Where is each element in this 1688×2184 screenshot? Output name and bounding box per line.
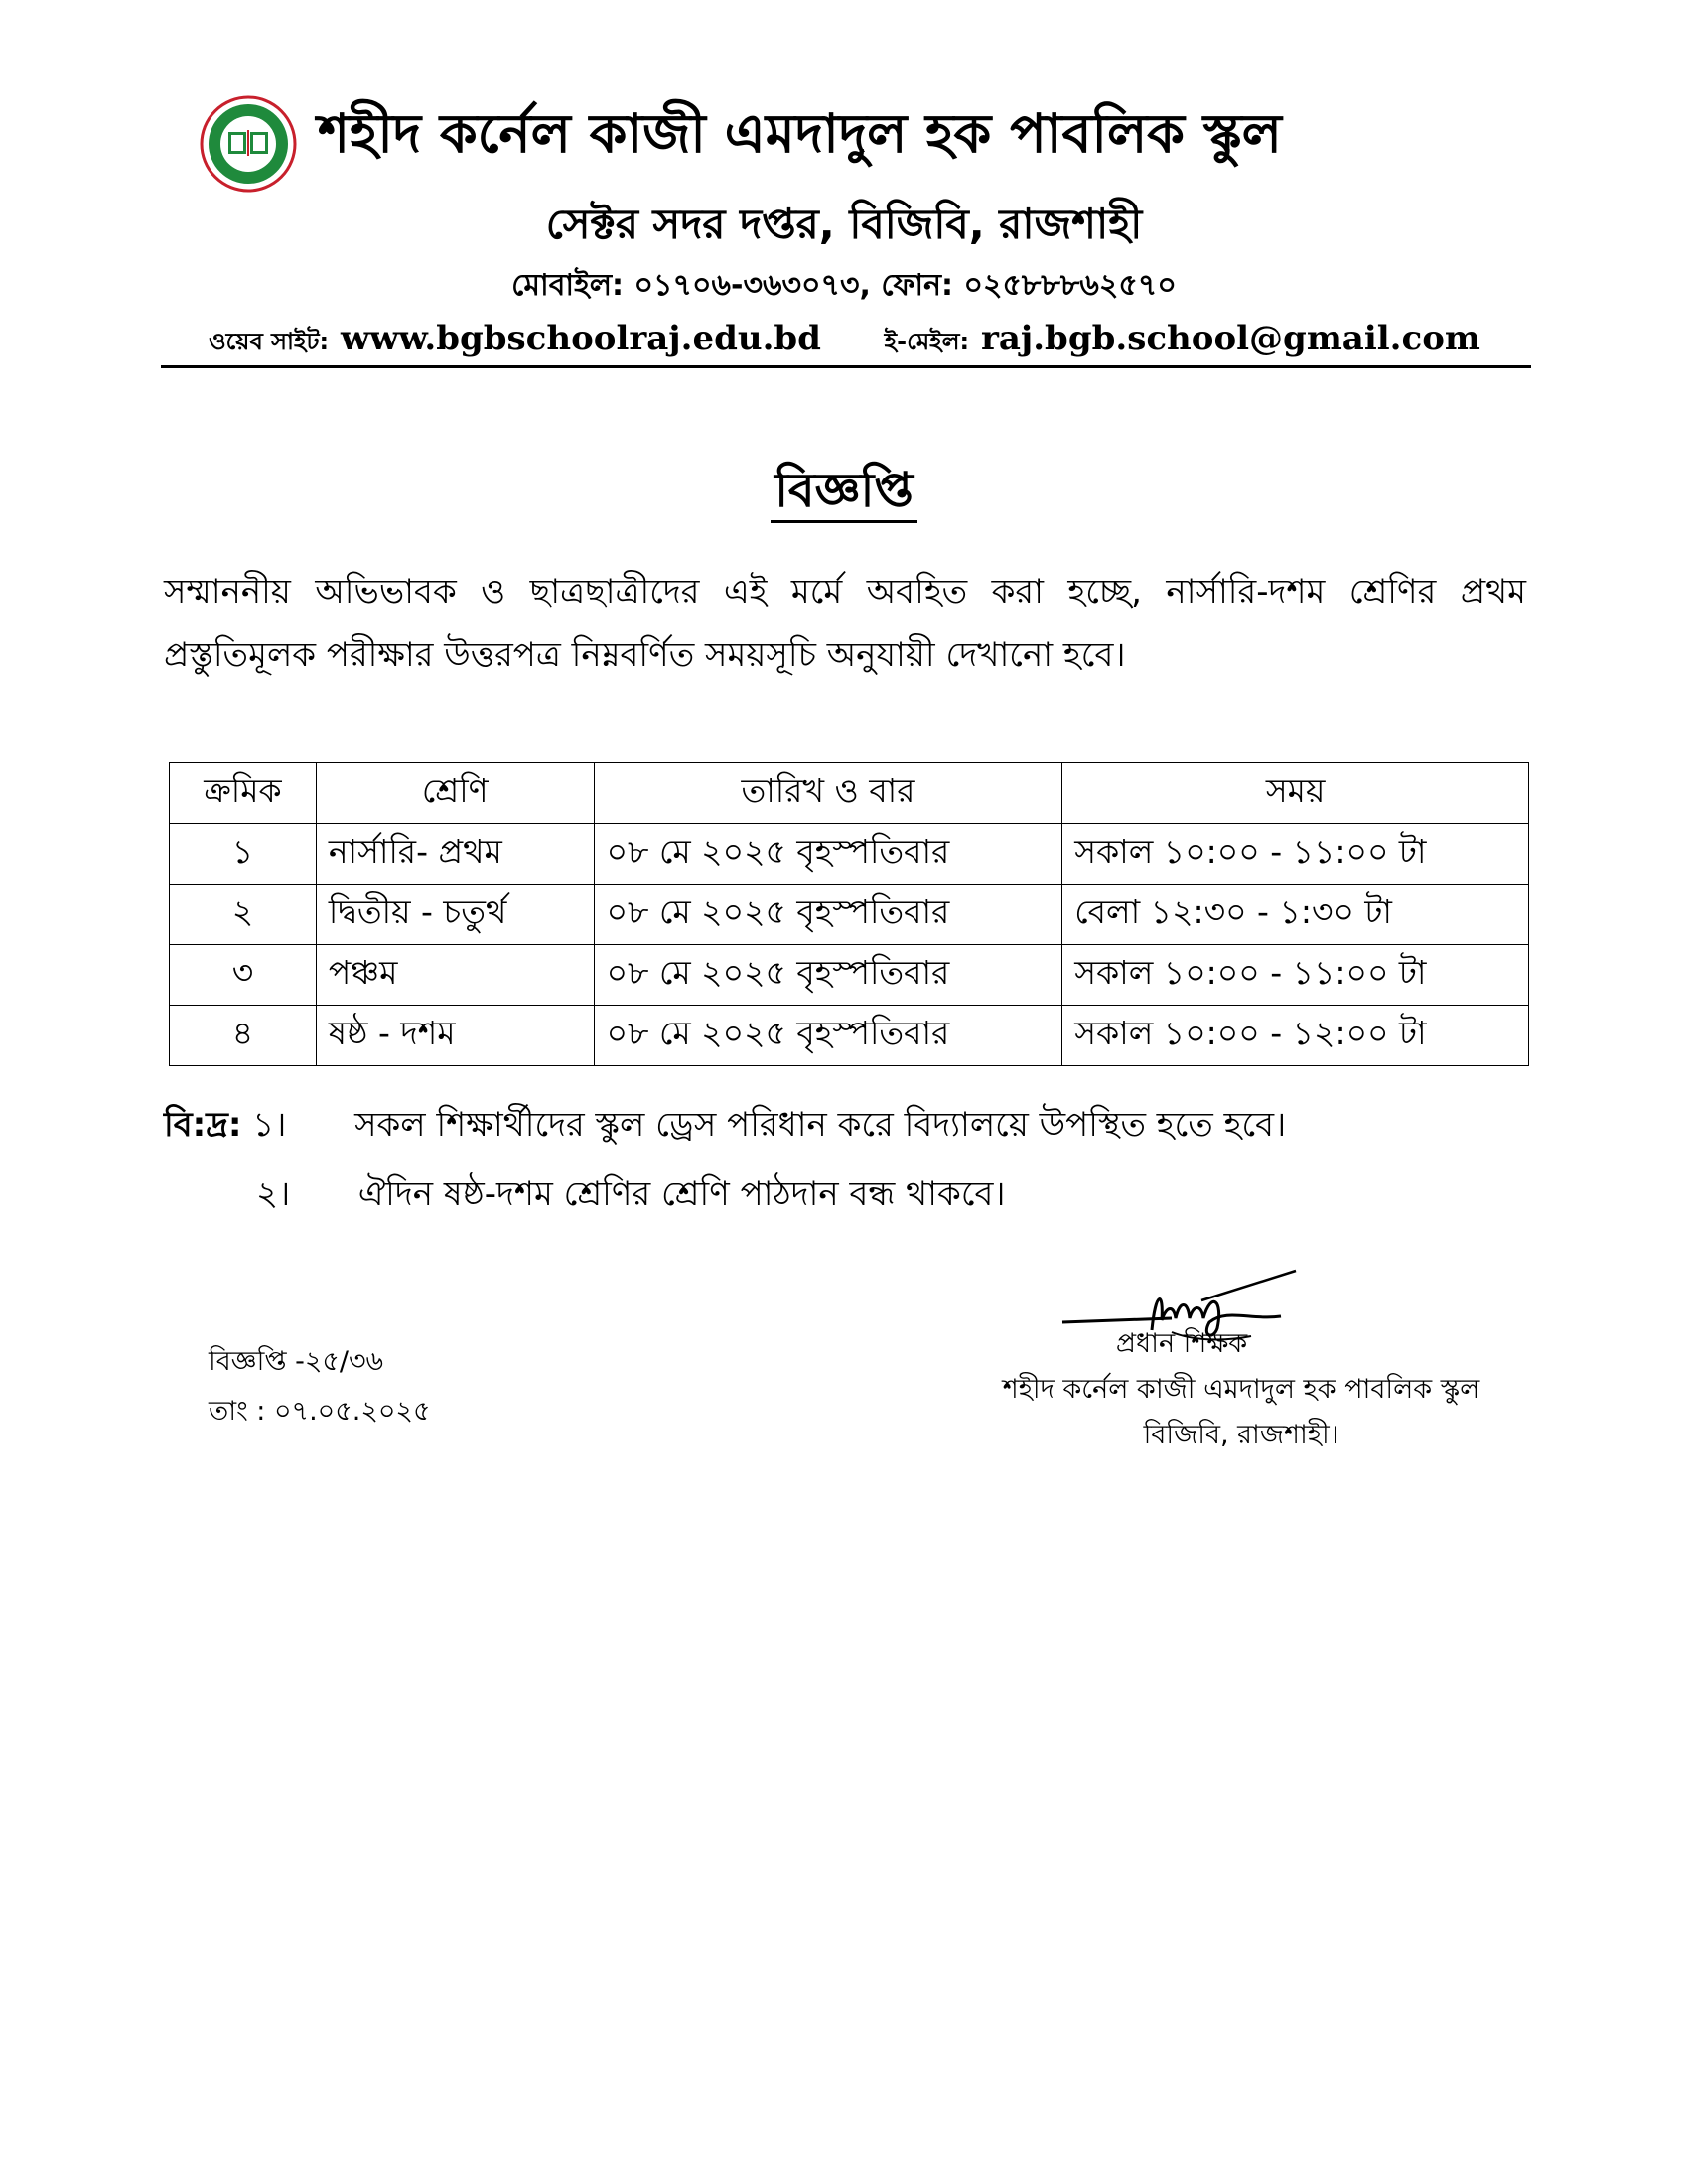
contact-row: [209, 316, 1480, 364]
header-serial: ক্রমিক: [170, 763, 317, 824]
cell-serial: ৩: [170, 945, 317, 1006]
note-number: ১।: [252, 1105, 287, 1145]
signatory-org: শহীদ কর্নেল কাজী এমদাদুল হক পাবলিক স্কুল: [1002, 1374, 1480, 1405]
school-phone: মোবাইল: ০১৭০৬-৩৬৩০৭৩, ফোন: ০২৫৮৮৮৬২৫৭০: [511, 268, 1177, 303]
cell-date: ০৮ মে ২০২৫ বৃহস্পতিবার: [594, 824, 1062, 885]
cell-serial: ২: [170, 885, 317, 945]
cell-time: সকাল ১০:০০ - ১১:০০ টা: [1062, 945, 1529, 1006]
signatory-title: প্রধান শিক্ষক: [1115, 1328, 1248, 1359]
signatory-place: বিজিবি, রাজশাহী।: [1143, 1420, 1339, 1450]
school-logo-icon: [199, 94, 298, 194]
header-divider: [161, 365, 1531, 368]
schedule-table: [169, 762, 1529, 1066]
notice-date: তাং : ০৭.০৫.২০২৫: [209, 1396, 431, 1427]
cell-date: ০৮ মে ২০২৫ বৃহস্পতিবার: [594, 1006, 1062, 1066]
cell-date: ০৮ মে ২০২৫ বৃহস্পতিবার: [594, 885, 1062, 945]
cell-class: পঞ্চম: [316, 945, 594, 1006]
cell-class: নার্সারি- প্রথম: [316, 824, 594, 885]
table-row: [170, 1006, 1529, 1066]
cell-class: দ্বিতীয় - চতুর্থ: [316, 885, 594, 945]
email-label: ই-মেইল:: [884, 328, 970, 355]
table-header-row: [170, 763, 1529, 824]
notice-title-text: বিজ্ঞপ্তি: [771, 463, 917, 523]
note-prefix: বি:দ্র:: [164, 1105, 242, 1145]
cell-date: ০৮ মে ২০২৫ বৃহস্পতিবার: [594, 945, 1062, 1006]
school-address: সেক্টর সদর দপ্তর, বিজিবি, রাজশাহী: [545, 200, 1143, 248]
notice-body: সম্মাননীয় অভিভাবক ও ছাত্রছাত্রীদের এই মর্মে অবহিত করা হচ্ছে, নার্সারি-দশম শ্রেণির প্রথম প্রস্তুতিমূলক পরীক্ষার উত্তরপত্র নিম্নবর্ণিত সময়সূচি অনুযায়ী দেখানো হবে।: [164, 572, 1526, 675]
cell-serial: ৪: [170, 1006, 317, 1066]
notice-ref-number: বিজ্ঞপ্তি -২৫/৩৬: [209, 1346, 384, 1377]
website-link[interactable]: www.bgbschoolraj.edu.bd: [340, 319, 821, 358]
note-text: ঐদিন ষষ্ঠ-দশম শ্রেণির শ্রেণি পাঠদান বন্ধ থাকবে।: [357, 1174, 1006, 1214]
school-name: শহীদ কর্নেল কাজী এমদাদুল হক পাবলিক স্কুল: [318, 102, 1282, 165]
cell-time: সকাল ১০:০০ - ১২:০০ টা: [1062, 1006, 1529, 1066]
cell-class: ষষ্ঠ - দশম: [316, 1006, 594, 1066]
cell-serial: ১: [170, 824, 317, 885]
note-item: [256, 1169, 1006, 1219]
table-row: [170, 885, 1529, 945]
header-class: শ্রেণি: [316, 763, 594, 824]
note-text: সকল শিক্ষার্থীদের স্কুল ড্রেস পরিধান করে বিদ্যালয়ে উপস্থিত হতে হবে।: [354, 1105, 1287, 1145]
cell-time: সকাল ১০:০০ - ১১:০০ টা: [1062, 824, 1529, 885]
table-row: [170, 824, 1529, 885]
website-label: ওয়েব সাইট:: [209, 328, 330, 355]
cell-time: বেলা ১২:৩০ - ১:৩০ টা: [1062, 885, 1529, 945]
notice-title: [0, 459, 1688, 522]
table-row: [170, 945, 1529, 1006]
email-link[interactable]: raj.bgb.school@gmail.com: [980, 319, 1480, 358]
note-item: [164, 1100, 1286, 1150]
note-number: ২।: [256, 1174, 291, 1214]
header-date: তারিখ ও বার: [594, 763, 1062, 824]
header-time: সময়: [1062, 763, 1529, 824]
